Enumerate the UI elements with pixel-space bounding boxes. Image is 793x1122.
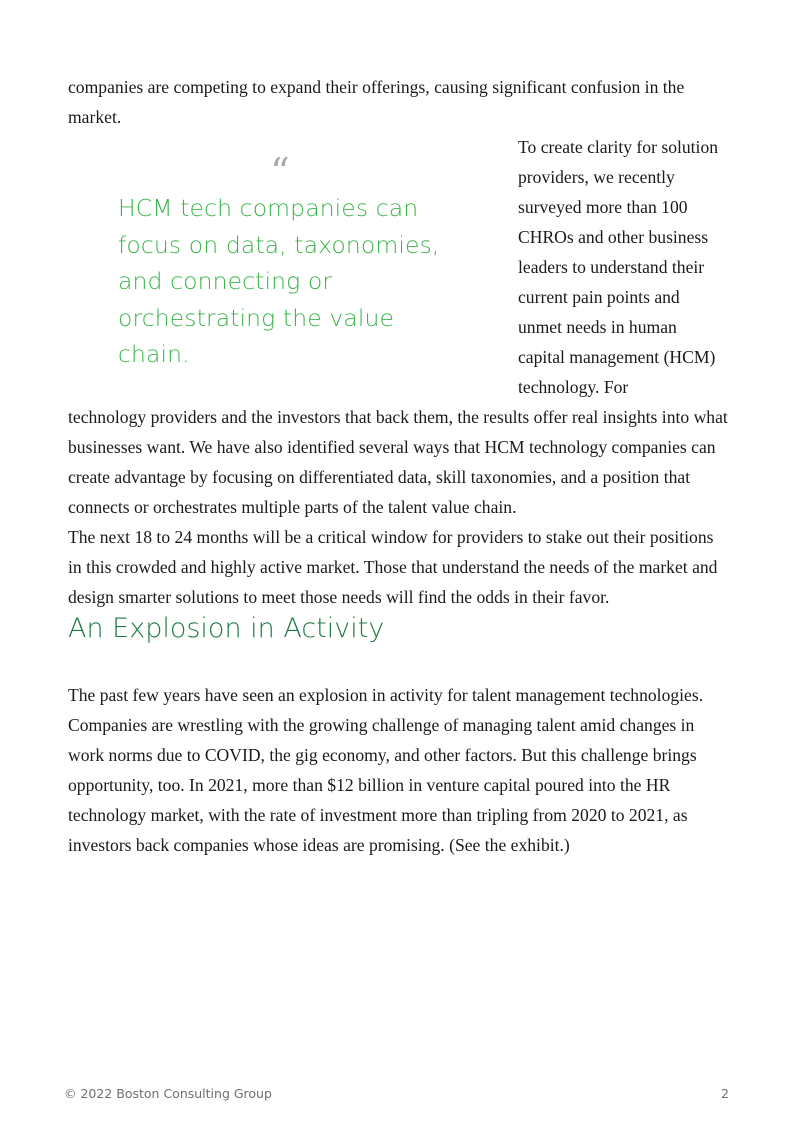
page-content <box>68 72 728 860</box>
side-paragraph: To create clarity for solution providers, we recently surveyed more than 100 CHROs and other business leaders to understand their current pain points and unmet needs in human capital management (HCM) technology. For <box>518 137 719 397</box>
page-footer <box>64 1086 729 1101</box>
intro-paragraph: companies are competing to expand their offerings, causing significant confusion in the market. <box>68 77 685 127</box>
pull-quote <box>68 132 518 373</box>
footer-page-number: 2 <box>721 1086 729 1101</box>
section-heading: An Explosion in Activity <box>68 613 385 644</box>
section-paragraph: The past few years have seen an explosion in activity for talent management technologies. Companies are wrestling with the growing challenge of managing talent amid changes in work norms due to COVID, the gig economy, and other factors. But this challenge brings opportunity, too. In 2021, more than $12 billion in venture capital poured into the HR technology market, with the rate of investment more than tripling from 2020 to 2021, as investors back companies whose ideas are promising. (See the exhibit.) <box>68 685 704 855</box>
continued-paragraph: technology providers and the investors that back them, the results offer real insights into what businesses want. We have also identified several ways that HCM technology companies can create advantage by focusing on differentiated data, skill taxonomies, and a position that connects or orchestrates multiple parts of the talent value chain. <box>68 407 728 517</box>
quote-row <box>68 132 728 402</box>
footer-copyright: © 2022 Boston Consulting Group <box>64 1086 272 1101</box>
quote-mark-icon: “ <box>270 150 290 194</box>
next-paragraph: The next 18 to 24 months will be a critical window for providers to stake out their positions in this crowded and highly active market. Those that understand the needs of the market and design smarter solutions to meet those needs will find the odds in their favor. <box>68 527 718 607</box>
pull-quote-text: HCM tech companies can focus on data, taxonomies, and connecting or orchestrating the value chain. <box>118 194 440 368</box>
